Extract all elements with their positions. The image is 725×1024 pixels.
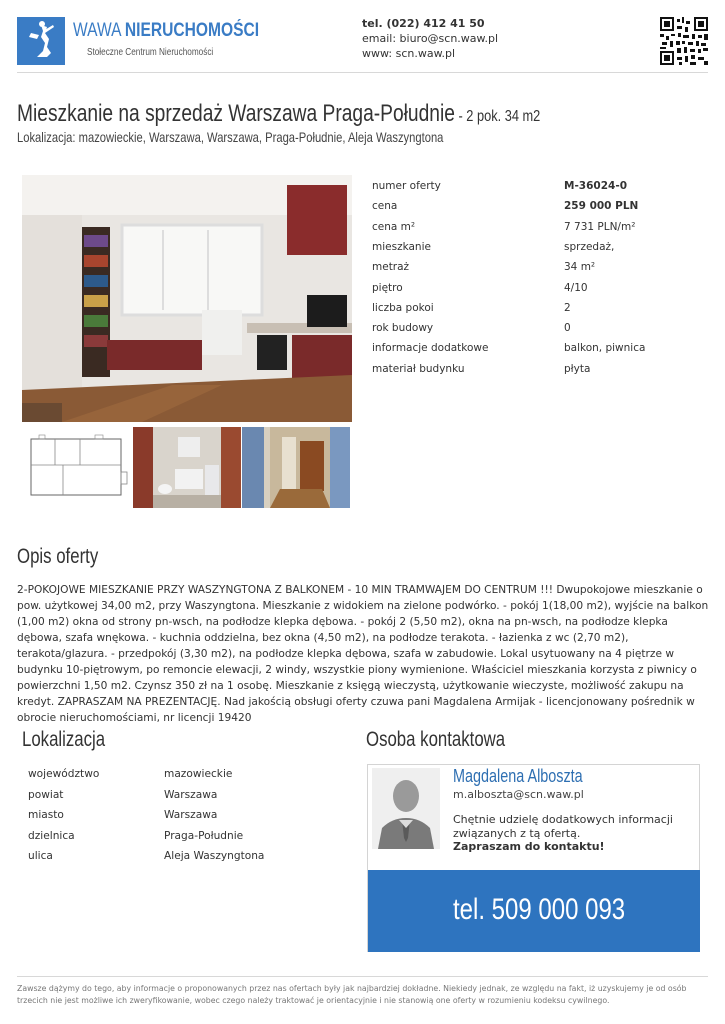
detail-row <box>372 221 672 237</box>
location-value: Praga-Południe <box>164 829 244 842</box>
company-logo[interactable] <box>17 17 65 65</box>
location-label: województwo <box>28 768 100 780</box>
location-value: mazowieckie <box>164 768 233 780</box>
main-photo[interactable] <box>22 175 352 422</box>
detail-label: rok budowy <box>372 322 434 335</box>
description-text: 2-POKOJOWE MIESZKANIE PRZY WASZYNGTONA Z BALKONEM - 10 MIN TRAMWAJEM DO CENTRUM !!! Dwupokojowe mieszkanie o pow. użytkowej 34,00 m2, przy Waszyngtona. Mieszkanie z widokiem na zielone podwórko. - pokój 1(18,00 m2), wyjście na balkon (1,00 m2) okna od strony pn-wsch, na podłodze klepka dębowa. - pokój 2 (5,50 m2), okna na pn-wsch, na podłodze klepka dębowa, szafa wnękowa. - kuchnia oddzielna, bez okna (4,50 m2), na podłodze terakota. - łazienka z wc (2,70 m2), terakota/glazura. - przedpokój (3,30 m2), na podłodze klepka dębowa, szafa w zabudowie. Lokal usytuowany na 4 piętrze w budynku 10-piętrowym, po remoncie elewacji, 2 windy, wszystkie piony wymienione. Właściciel mieszkania korzysta z piwnicy o powierzchni 1,50 m2. Czynsz 350 zł na 1 osobę. Mieszkanie z księgą wieczystą, użytkowanie wieczyste, możliwość zakupu na kredyt. ZAPRASZAM NA PREZENTACJĘ. Nad jakością obsługi oferty czuwa pani Magdalena Armijak - licencjonowany pośrednik w obrocie nieruchomościami, nr licencji 19420 <box>17 584 709 724</box>
location-label: miasto <box>28 809 64 821</box>
office-email[interactable]: email: biuro@scn.waw.pl <box>362 32 499 45</box>
page-title: Mieszkanie na sprzedaż Warszawa Praga-Południe - 2 pok. 34 m2 <box>17 100 541 127</box>
location-row <box>28 850 348 866</box>
location-row <box>28 830 348 846</box>
detail-row <box>372 322 672 338</box>
detail-label: mieszkanie <box>372 240 431 253</box>
detail-row <box>372 282 672 298</box>
location-row <box>28 768 348 784</box>
bathroom-thumbnail[interactable] <box>133 427 241 508</box>
detail-value: 0 <box>564 322 571 335</box>
location-row <box>28 789 348 805</box>
office-phone[interactable]: tel. (022) 412 41 50 <box>362 17 485 30</box>
detail-label: cena m² <box>372 220 416 233</box>
detail-row <box>372 180 672 196</box>
detail-row <box>372 261 672 277</box>
detail-label: liczba pokoi <box>372 301 434 314</box>
detail-row <box>372 302 672 318</box>
detail-value: 34 m² <box>564 261 596 274</box>
detail-value: 2 <box>564 301 571 314</box>
detail-label: cena <box>372 200 398 213</box>
detail-row <box>372 363 672 379</box>
header-divider <box>17 72 708 73</box>
brand-name: WAWA NIERUCHOMOŚCI <box>73 20 260 41</box>
detail-row <box>372 200 672 216</box>
agent-email[interactable]: m.alboszta@scn.waw.pl <box>453 788 584 801</box>
mermaid-icon <box>17 17 65 65</box>
qr-code-icon <box>660 17 708 65</box>
detail-value: 259 000 PLN <box>564 200 639 213</box>
detail-label: numer oferty <box>372 180 441 192</box>
detail-row <box>372 342 672 358</box>
office-website[interactable]: www: scn.waw.pl <box>362 47 456 60</box>
description-heading: Opis oferty <box>17 545 99 568</box>
location-line: Lokalizacja: mazowieckie, Warszawa, Warszawa, Praga-Południe, Aleja Waszyngtona <box>17 129 444 145</box>
detail-value: M-36024-0 <box>564 180 627 192</box>
brand-subtitle: Stołeczne Centrum Nieruchomości <box>87 47 214 58</box>
location-value: Aleja Waszyngtona <box>164 850 265 862</box>
agent-info: Chętnie udzielę dodatkowych informacji związanych z tą ofertą. <box>453 813 673 840</box>
agent-phone[interactable]: tel. 509 000 093 <box>453 893 626 926</box>
detail-label: materiał budynku <box>372 362 465 375</box>
hallway-thumbnail[interactable] <box>242 427 350 508</box>
floor-plan-thumbnail[interactable] <box>25 427 133 508</box>
location-label: dzielnica <box>28 829 75 842</box>
detail-label: metraż <box>372 261 410 274</box>
location-heading: Lokalizacja <box>22 728 106 751</box>
detail-label: informacje dodatkowe <box>372 342 489 355</box>
detail-row <box>372 241 672 257</box>
footer-divider <box>17 976 708 977</box>
agent-cta: Zapraszam do kontaktu! <box>453 840 605 853</box>
detail-value: sprzedaż, <box>564 240 615 253</box>
location-label: powiat <box>28 788 64 801</box>
detail-value: płyta <box>564 362 591 375</box>
agent-name: Magdalena Alboszta <box>453 766 583 786</box>
detail-value: balkon, piwnica <box>564 342 646 355</box>
contact-heading: Osoba kontaktowa <box>366 728 506 751</box>
person-silhouette-icon <box>372 768 440 849</box>
location-value: Warszawa <box>164 788 218 801</box>
location-row <box>28 809 348 825</box>
location-label: ulica <box>28 850 53 862</box>
footer-disclaimer: Zawsze dążymy do tego, aby informacje o proponowanych przez nas ofertach były jak najbardziej dokładne. Niekiedy jednak, ze względu na fakt, iż uzyskujemy je od osób trzecich nie jest możliwe ich zweryfikowanie, wobec czego należy traktować je orientacyjnie i nie stanowią one oferty w rozumieniu kodeksu cywilnego. <box>17 984 687 1005</box>
detail-label: piętro <box>372 281 403 294</box>
location-value: Warszawa <box>164 809 218 821</box>
detail-value: 7 731 PLN/m² <box>564 220 636 233</box>
detail-value: 4/10 <box>564 281 588 294</box>
